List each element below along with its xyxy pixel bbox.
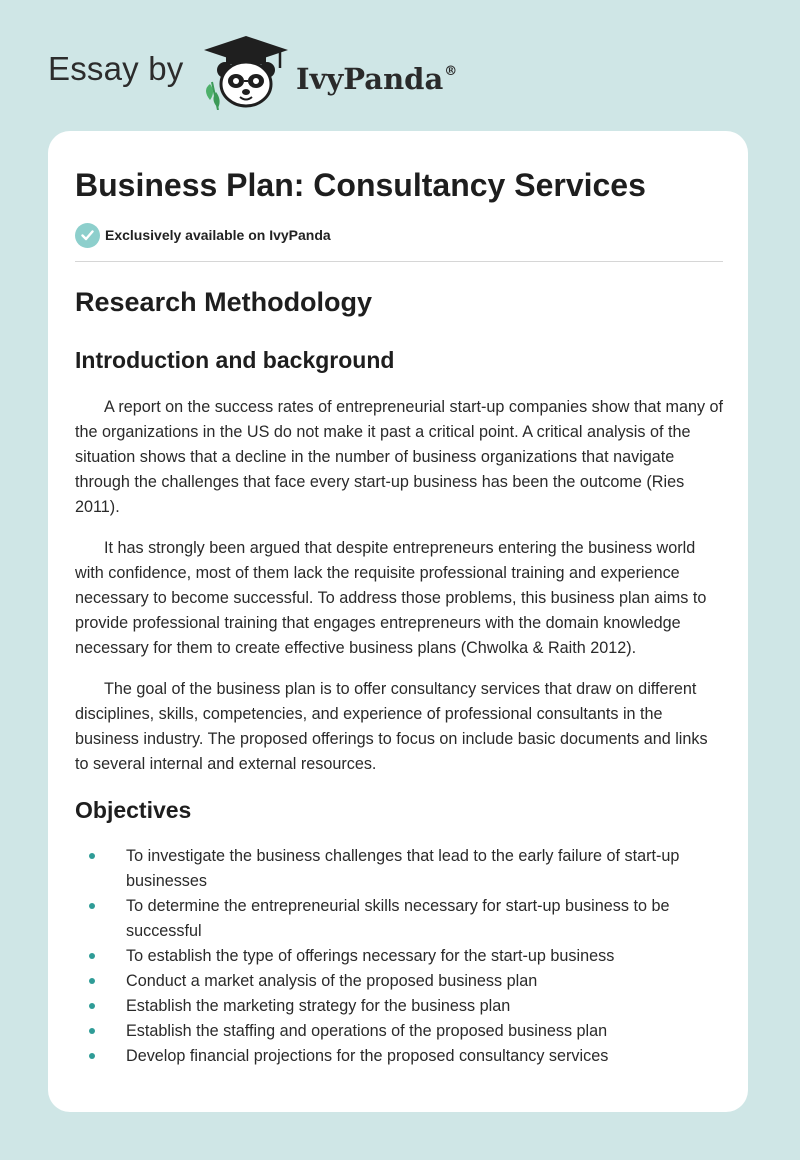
list-item [75, 994, 725, 1019]
list-item-text: To determine the entrepreneurial skills necessary for start-up business to be successful [126, 897, 670, 940]
panda-logo-icon[interactable] [200, 34, 292, 110]
objectives-heading: Objectives [75, 797, 192, 823]
list-item [75, 1044, 725, 1069]
objectives-list [75, 844, 725, 1069]
checkmark-icon [75, 223, 100, 248]
bullet-icon [89, 1003, 95, 1009]
page-title: Business Plan: Consultancy Services [75, 167, 646, 203]
intro-heading: Introduction and background [75, 347, 395, 373]
site-header [0, 0, 800, 130]
exclusive-badge [75, 222, 331, 248]
list-item-text: To investigate the business challenges that lead to the early failure of start-up businesses [126, 847, 680, 890]
list-item-text: Establish the marketing strategy for the business plan [126, 997, 511, 1015]
badge-label: Exclusively available on IvyPanda [105, 227, 331, 243]
bullet-icon [89, 1053, 95, 1059]
list-item-text: Conduct a market analysis of the proposed business plan [126, 972, 538, 990]
list-item [75, 1019, 725, 1044]
paragraph-2: It has strongly been argued that despite entrepreneurs entering the business world with confidence, most of them lack the requisite professional training and experience necessary to become successful. To address those problems, this business plan aims to provide professional training that engages entrepreneurs with the domain knowledge necessary for them to create effective business plans (Chwolka & Raith 2012). [75, 539, 707, 657]
list-item-text: Establish the staffing and operations of the proposed business plan [126, 1022, 608, 1040]
list-item-text: Develop financial projections for the proposed consultancy services [126, 1047, 609, 1065]
list-item [75, 894, 725, 944]
divider [75, 261, 723, 262]
essay-by-label: Essay by [48, 50, 184, 87]
paragraph-1: A report on the success rates of entrepreneurial start-up companies show that many of the organizations in the US do not make it past a critical point. A critical analysis of the situation shows that a decline in the number of business organizations that navigate through the challenges that face every start-up business has been the outcome (Ries 2011). [75, 398, 724, 516]
paragraph-3: The goal of the business plan is to offer consultancy services that draw on different disciplines, skills, competencies, and experience of professional consultants in the business industry. The proposed offerings to focus on include basic documents and links to several internal and external resources. [75, 680, 708, 773]
bullet-icon [89, 1028, 95, 1034]
bullet-icon [89, 953, 95, 959]
section-heading: Research Methodology [75, 287, 373, 317]
list-item [75, 969, 725, 994]
brand-text: IvyPanda [296, 62, 444, 96]
bullet-icon [89, 853, 95, 859]
bullet-icon [89, 903, 95, 909]
brand-name[interactable] [296, 52, 457, 99]
list-item [75, 944, 725, 969]
list-item [75, 844, 725, 894]
list-item-text: To establish the type of offerings necessary for the start-up business [126, 947, 615, 965]
bullet-icon [89, 978, 95, 984]
document-card [48, 131, 748, 1112]
registered-mark: ® [444, 64, 458, 79]
